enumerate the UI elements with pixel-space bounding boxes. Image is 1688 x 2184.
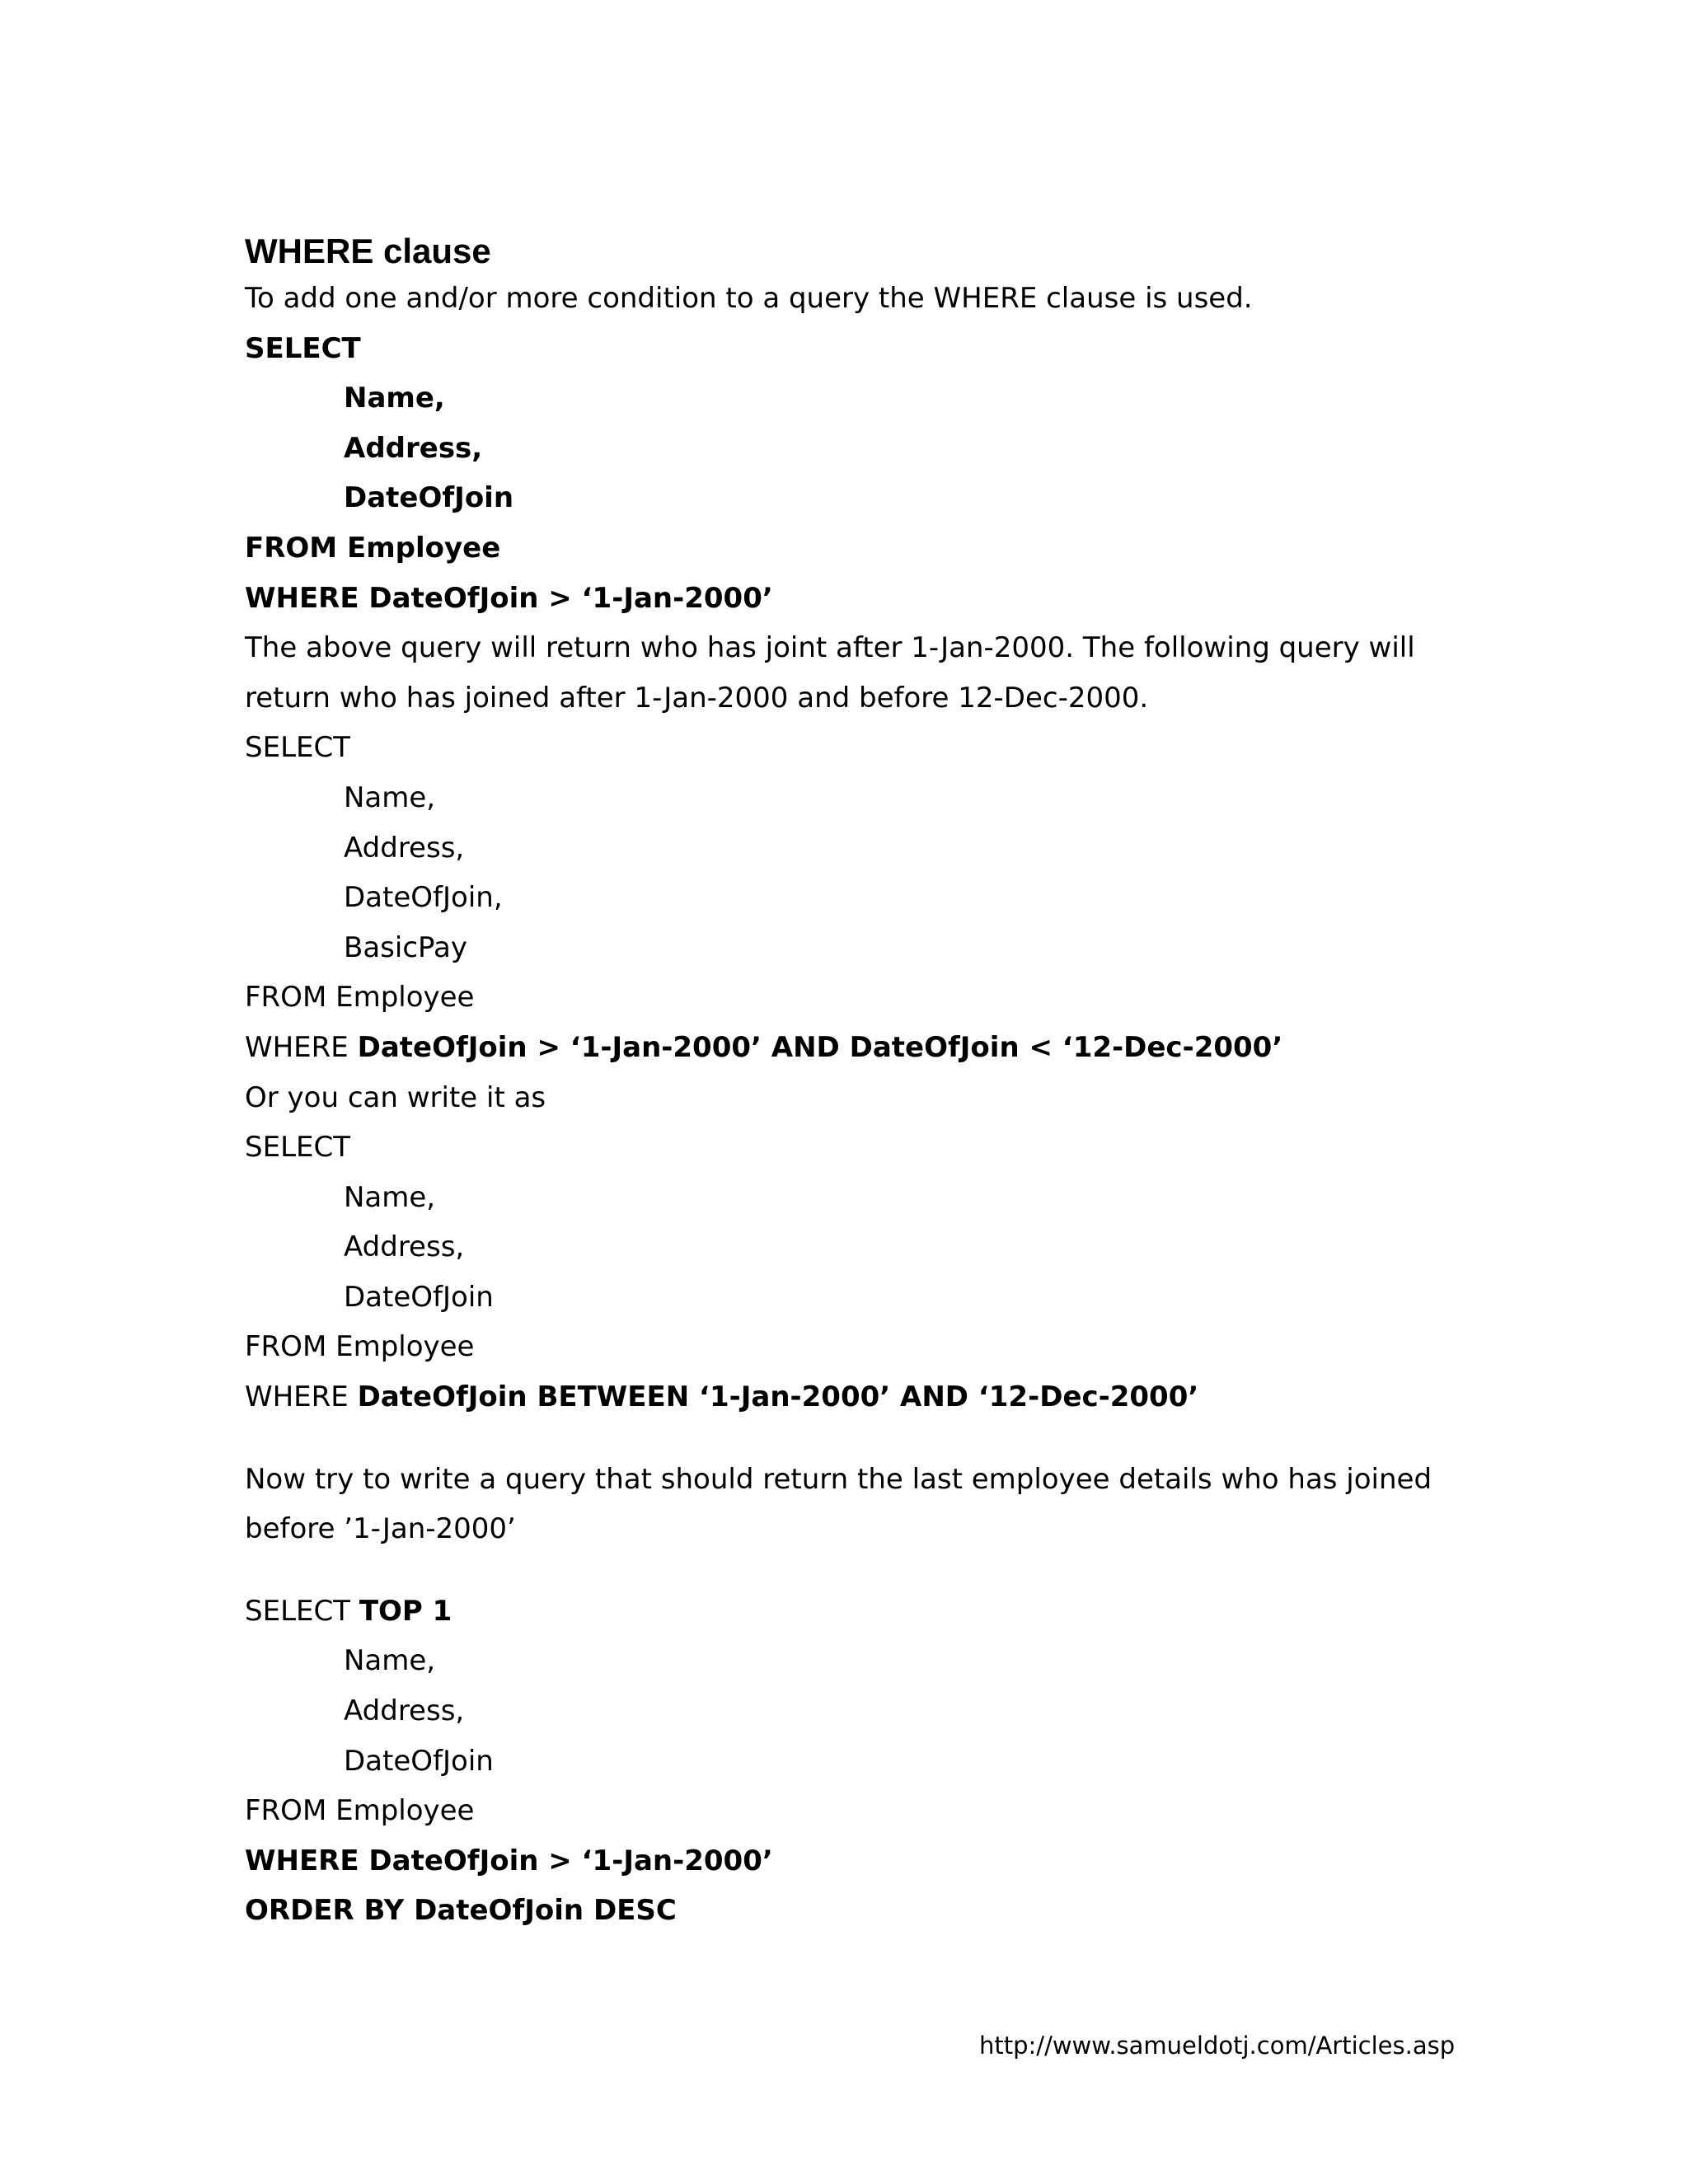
query4-select — [245, 1586, 1448, 1637]
query2-column: BasicPay — [344, 930, 467, 964]
query3-column: Address, — [344, 1230, 465, 1264]
intro-paragraph: To add one and/or more condition to a query the WHERE clause is used. — [245, 282, 1253, 315]
query3-column: Name, — [344, 1180, 436, 1214]
select-keyword: SELECT — [245, 1594, 359, 1628]
query-block-2 — [245, 723, 1448, 1072]
explanation-line: The above query will return who has joint after 1-Jan-2000. The following query will — [245, 631, 1415, 665]
query2-select: SELECT — [245, 731, 350, 765]
query4-order-by: ORDER BY DateOfJoin DESC — [245, 1894, 677, 1928]
where-condition: DateOfJoin BETWEEN ‘1-Jan-2000’ AND ‘12-Dec-2000’ — [357, 1380, 1199, 1414]
where-condition: DateOfJoin > ‘1-Jan-2000’ AND DateOfJoin < ‘12-Dec-2000’ — [357, 1030, 1283, 1064]
spacer — [245, 1422, 1448, 1455]
exercise-line: Now try to write a query that should return the last employee details who has joined — [245, 1462, 1432, 1496]
query4-column: Name, — [344, 1644, 436, 1678]
query4-column: DateOfJoin — [344, 1744, 494, 1778]
query-block-1 — [245, 324, 1448, 624]
query1-from: FROM Employee — [245, 531, 501, 565]
footer-url[interactable]: http://www.samueldotj.com/Articles.asp — [979, 2032, 1456, 2060]
query-block-4 — [245, 1586, 1448, 1936]
query1-column: Address, — [344, 431, 483, 465]
document-body — [245, 274, 1448, 1936]
exercise-line: before ’1-Jan-2000’ — [245, 1512, 516, 1546]
where-keyword: WHERE — [245, 1380, 358, 1414]
query3-where — [245, 1372, 1448, 1422]
query1-where: WHERE DateOfJoin > ‘1-Jan-2000’ — [245, 581, 773, 615]
query1-column: Name, — [344, 382, 445, 415]
query4-from: FROM Employee — [245, 1794, 475, 1828]
query4-where: WHERE DateOfJoin > ‘1-Jan-2000’ — [245, 1844, 773, 1877]
top-clause: TOP 1 — [359, 1594, 452, 1628]
query4-column: Address, — [344, 1694, 465, 1728]
section-heading: WHERE clause — [245, 232, 491, 270]
query1-select: SELECT — [245, 331, 361, 365]
query2-column: Name, — [344, 780, 436, 814]
query2-column: Address, — [344, 831, 465, 865]
where-keyword: WHERE — [245, 1030, 358, 1064]
query2-where — [245, 1023, 1448, 1073]
alternative-note: Or you can write it as — [245, 1080, 546, 1114]
query3-column: DateOfJoin — [344, 1280, 494, 1314]
explanation-line: return who has joined after 1-Jan-2000 and before 12-Dec-2000. — [245, 681, 1149, 715]
query3-select: SELECT — [245, 1131, 350, 1165]
query-block-3 — [245, 1122, 1448, 1422]
spacer — [245, 1554, 1448, 1586]
query2-column: DateOfJoin, — [344, 881, 503, 915]
query3-from: FROM Employee — [245, 1330, 475, 1364]
query2-from: FROM Employee — [245, 981, 475, 1015]
query1-column: DateOfJoin — [344, 481, 514, 515]
